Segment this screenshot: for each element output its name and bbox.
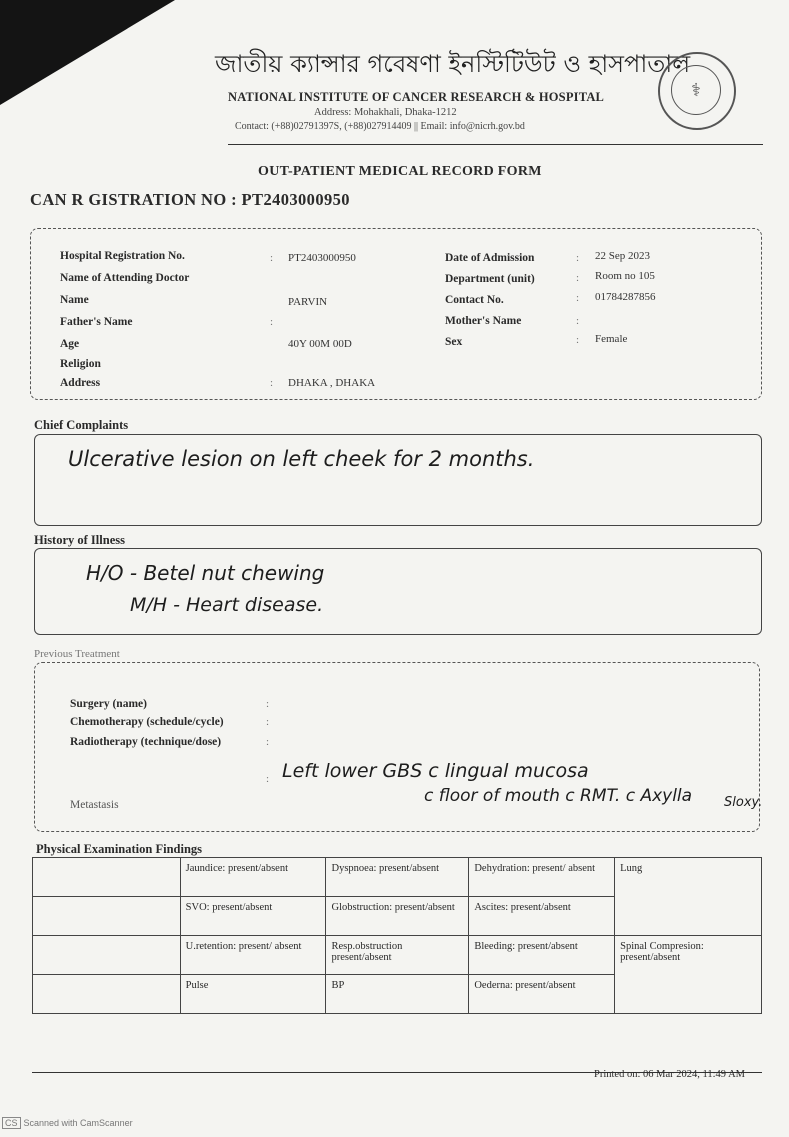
header-divider <box>228 144 763 145</box>
exam-cell <box>33 897 181 936</box>
doctor-label: Name of Attending Doctor <box>60 272 190 284</box>
contact-value: 01784287856 <box>595 291 656 303</box>
exam-cell: Oederna: present/absent <box>469 975 615 1014</box>
name-value: PARVIN <box>288 296 328 308</box>
history-label: History of Illness <box>34 533 125 547</box>
department-label: Department (unit) <box>445 273 535 285</box>
age-value: 40Y 00M 00D <box>288 338 352 350</box>
history-line-1: H/O - Betel nut chewing <box>86 561 325 585</box>
form-title: OUT-PATIENT MEDICAL RECORD FORM <box>258 164 542 179</box>
exam-cell: Bleeding: present/absent <box>469 936 615 975</box>
table-row <box>33 936 762 975</box>
metastasis-label: Metastasis <box>70 799 119 811</box>
exam-cell <box>33 975 181 1014</box>
exam-cell: Pulse <box>180 975 326 1014</box>
printed-on: Printed on: 06 Mar 2024, 11:49 AM <box>594 1069 745 1080</box>
admission-label: Date of Admission <box>445 252 535 264</box>
treatment-note-line-1: Left lower GBS c lingual mucosa <box>282 760 589 782</box>
treatment-note-line-2: c floor of mouth c RMT. c Axylla <box>424 786 693 806</box>
exam-cell: Ascites: present/absent <box>469 897 615 936</box>
admission-value: 22 Sep 2023 <box>595 250 650 262</box>
exam-cell-lung: Lung <box>615 858 762 936</box>
exam-cell: Resp.obstruction present/absent <box>326 936 469 975</box>
treatment-note-extra: Sloxy. <box>724 795 763 810</box>
exam-table <box>32 857 762 1014</box>
institute-contact: Contact: (+88)02791397S, (+88)027914409 || Email: info@nicrh.gov.bd <box>235 121 525 132</box>
exam-cell: U.retention: present/ absent <box>180 936 326 975</box>
address-value: DHAKA , DHAKA <box>288 377 376 389</box>
exam-cell: Dyspnoea: present/absent <box>326 858 469 897</box>
contact-label: Contact No. <box>445 294 504 306</box>
chemotherapy-label: Chemotherapy (schedule/cycle) <box>70 716 224 728</box>
surgery-label: Surgery (name) <box>70 698 147 710</box>
chief-complaints-text: Ulcerative lesion on left cheek for 2 months. <box>68 447 535 471</box>
mother-label: Mother's Name <box>445 315 522 327</box>
table-row <box>33 858 762 897</box>
exam-cell-spinal: Spinal Compresion: present/absent <box>615 936 762 1014</box>
address-label: Address <box>60 377 101 389</box>
institute-name: NATIONAL INSTITUTE OF CANCER RESEARCH & HOSPITAL <box>228 90 605 104</box>
treatment-label: Previous Treatment <box>34 648 120 660</box>
scanner-text: Scanned with CamScanner <box>23 1118 133 1128</box>
scanner-watermark <box>2 1118 133 1128</box>
sex-value: Female <box>595 333 628 345</box>
hospital-reg-value: PT2403000950 <box>288 252 356 264</box>
radiotherapy-label: Radiotherapy (technique/dose) <box>70 736 222 748</box>
scanner-badge: CS <box>2 1117 21 1129</box>
hospital-reg-label: Hospital Registration No. <box>60 250 185 262</box>
seal-icon: ⚕ <box>691 80 701 100</box>
registration-number: CAN R GISTRATION NO : PT2403000950 <box>30 190 350 209</box>
religion-label: Religion <box>60 358 101 370</box>
history-line-2: M/H - Heart disease. <box>130 594 324 616</box>
name-label: Name <box>60 294 89 306</box>
exam-label: Physical Examination Findings <box>36 842 203 856</box>
exam-cell: SVO: present/absent <box>180 897 326 936</box>
scan-shadow-corner <box>0 0 175 105</box>
exam-cell <box>33 936 181 975</box>
institute-address: Address: Mohakhali, Dhaka-1212 <box>314 107 457 118</box>
exam-cell <box>33 858 181 897</box>
exam-cell: BP <box>326 975 469 1014</box>
exam-cell: Dehydration: present/ absent <box>469 858 615 897</box>
exam-cell: Globstruction: present/absent <box>326 897 469 936</box>
chief-complaints-label: Chief Complaints <box>34 418 129 432</box>
sex-label: Sex <box>445 336 463 348</box>
institute-seal-logo <box>658 52 736 130</box>
father-label: Father's Name <box>60 316 133 328</box>
exam-cell: Jaundice: present/absent <box>180 858 326 897</box>
department-value: Room no 105 <box>595 270 655 282</box>
age-label: Age <box>60 338 80 350</box>
bangla-institute-title: জাতীয় ক্যান্সার গবেষণা ইনস্টিটিউট ও হাসপাতাল <box>215 50 691 78</box>
